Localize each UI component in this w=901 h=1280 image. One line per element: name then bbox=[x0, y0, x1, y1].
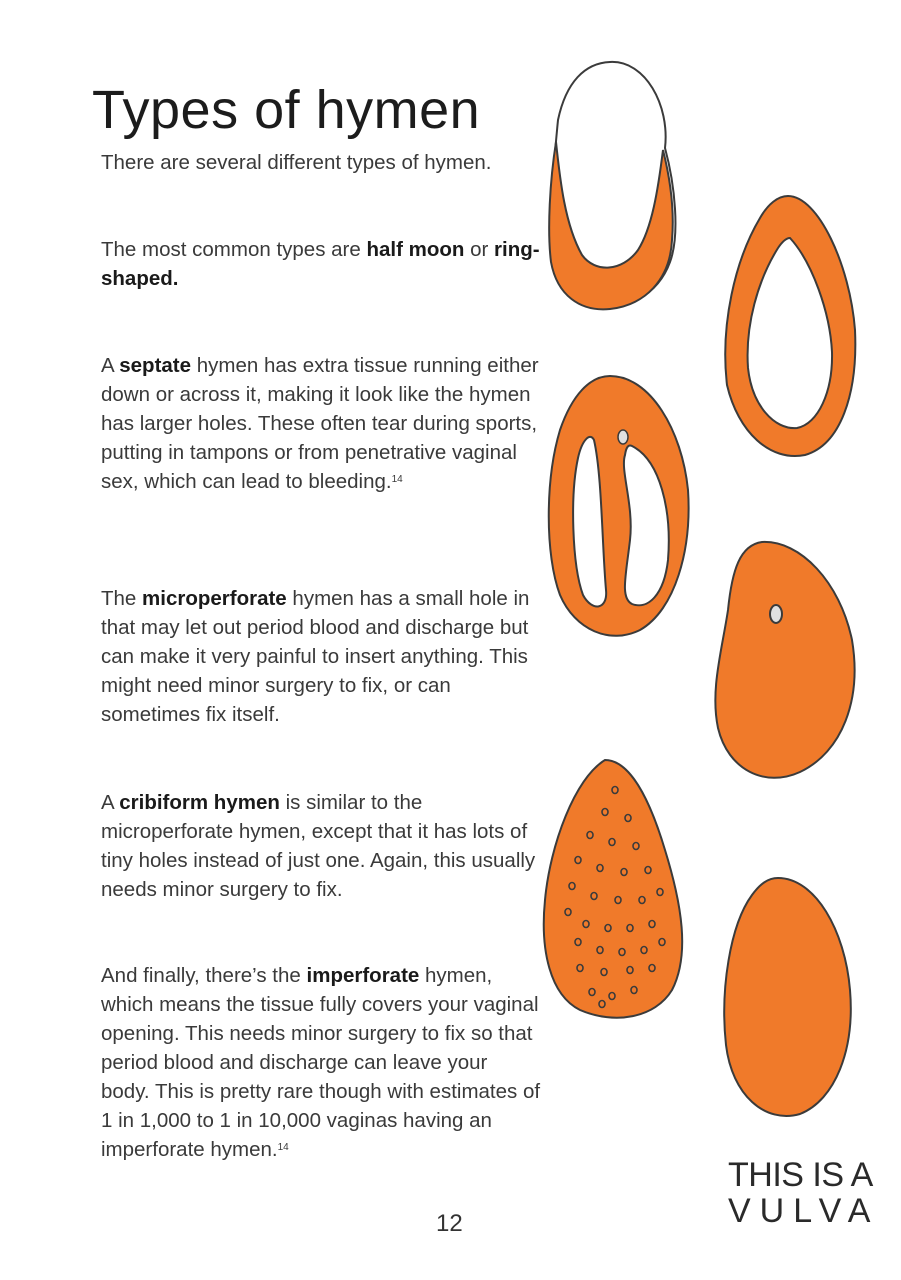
septate-hymen-illustration bbox=[549, 376, 689, 636]
imperf-text: hymen, which means the tissue fully covers your vaginal opening. This needs minor surgery to fix so that period blood and discharge can leave your body. This is pretty rare though with estimates of 1 in 1,000 to 1 in 10,000 vaginas having an imperforate hymen. bbox=[101, 964, 541, 1161]
cribri-text: is similar to the microperforate hymen, except that it has lots of tiny holes instead of just one. Again, this usually needs minor surgery to fix. bbox=[101, 791, 536, 901]
common-prefix: The most common types are bbox=[101, 238, 367, 261]
microperforate-hymen-illustration bbox=[715, 542, 854, 778]
brand-line-2: VULVA bbox=[728, 1192, 880, 1230]
cribriform-hymen-illustration bbox=[544, 760, 682, 1018]
page-number: 12 bbox=[436, 1210, 463, 1237]
septate-prefix: A bbox=[101, 354, 120, 377]
brand-line-1: THIS IS A bbox=[728, 1156, 873, 1194]
imperforate-hymen-illustration bbox=[724, 878, 850, 1116]
micro-text: hymen has a small hole in that may let out period blood and discharge but can make it very painful to insert anything. This might need minor surgery to fix, or can sometimes fix itself. bbox=[101, 587, 530, 726]
imperforate-term: imperforate bbox=[306, 964, 420, 987]
half-moon-term: half moon bbox=[366, 238, 465, 261]
septate-term: septate bbox=[119, 354, 192, 377]
ring-shaped-term: ring-shaped. bbox=[101, 238, 540, 290]
brand-logo bbox=[728, 1158, 879, 1228]
microperforate-term: microperforate bbox=[142, 587, 287, 610]
imperf-footnote-ref: 14 bbox=[277, 1142, 289, 1153]
imperf-prefix: And finally, there’s the bbox=[101, 964, 307, 987]
micro-prefix: The bbox=[101, 587, 143, 610]
half-moon-hymen-illustration bbox=[549, 62, 675, 309]
septate-footnote-ref: 14 bbox=[391, 474, 403, 485]
common-middle: or bbox=[464, 238, 495, 261]
cribriform-term: cribiform hymen bbox=[119, 791, 280, 814]
cribri-prefix: A bbox=[101, 791, 120, 814]
page-title: Types of hymen bbox=[92, 80, 481, 140]
intro-text: There are several different types of hymen. bbox=[101, 151, 492, 174]
ring-shaped-hymen-illustration bbox=[725, 196, 855, 456]
septate-text: hymen has extra tissue running either down or across it, making it look like the hymen has larger holes. These often tear during sports, putting in tampons or from penetrative vaginal sex, which can lead to bleeding. bbox=[101, 354, 539, 493]
